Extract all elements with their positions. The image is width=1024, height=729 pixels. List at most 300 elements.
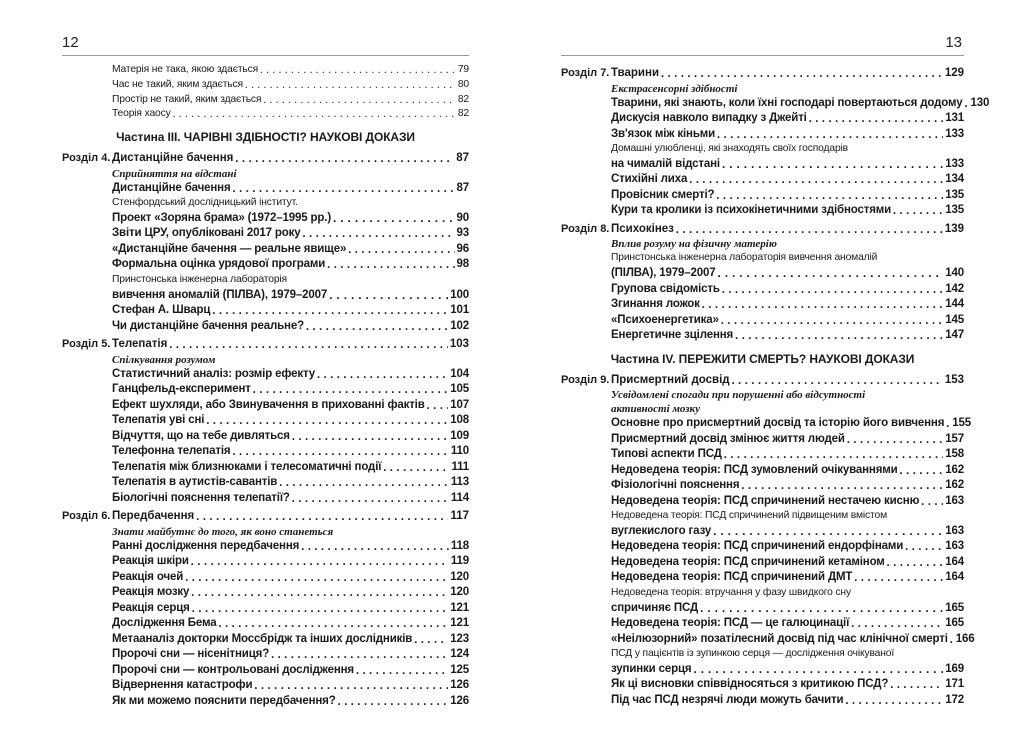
toc-entry (62, 78, 469, 93)
dot-leader (196, 509, 448, 525)
toc-entry (561, 447, 964, 463)
dot-leader (383, 460, 449, 476)
entry-page: 123 (450, 632, 469, 645)
toc-entry (62, 601, 469, 617)
toc-entry (62, 632, 469, 648)
entry-title: Недоведена теорія: ПСД — це галюцинації (611, 617, 850, 630)
dot-leader (893, 203, 943, 219)
entry-page: 124 (450, 648, 469, 661)
entry-page: 164 (945, 571, 964, 584)
toc-entry (561, 539, 964, 555)
entry-page: 121 (450, 617, 469, 630)
dot-leader (905, 539, 943, 555)
entry-page: 107 (450, 398, 469, 411)
chapter-page: 117 (450, 510, 469, 523)
entry-title: Реакція серця (112, 601, 190, 614)
toc-entry (62, 413, 469, 429)
entry-page: 100 (450, 288, 469, 301)
toc-right (561, 63, 990, 708)
entry-title-line: Домашні улюбленці, які знаходять своїх господарів (611, 143, 849, 154)
entry-title: Час не такий, яким здається (112, 78, 243, 90)
entry-page: 121 (450, 601, 469, 614)
chapter-number: Розділ 5. (62, 338, 111, 351)
dot-leader (700, 601, 943, 617)
toc-entry (62, 585, 469, 601)
dot-leader (414, 632, 448, 648)
toc-entry (62, 616, 469, 632)
dot-leader (245, 78, 456, 93)
chapter-heading (561, 373, 964, 389)
entry-last-line (611, 601, 964, 617)
chapter-heading (62, 509, 469, 525)
dot-leader (292, 491, 449, 507)
dot-leader (254, 678, 448, 694)
dot-leader (741, 478, 943, 494)
toc-entry (62, 647, 469, 663)
toc-entry (561, 570, 964, 586)
dot-leader (271, 647, 448, 663)
dot-leader (964, 96, 968, 112)
dot-leader (427, 398, 449, 414)
dot-leader (847, 432, 943, 448)
chapter-heading (561, 222, 964, 238)
toc-entry (561, 416, 972, 432)
toc-entry (561, 328, 964, 344)
dot-leader (946, 416, 950, 432)
toc-entry (561, 693, 964, 709)
dot-leader (676, 222, 943, 238)
entry-last-line (611, 266, 964, 282)
chapter-subtitle: Сприйняття на відстані (112, 167, 237, 180)
dot-leader (845, 693, 943, 709)
entry-title: Фізіологічні пояснення (611, 479, 740, 492)
part-heading: Частина IV. ПЕРЕЖИТИ СМЕРТЬ? НАУКОВІ ДОКАЗИ (610, 351, 915, 366)
entry-title: Дистанційне бачення (112, 181, 231, 194)
entry-page: 163 (945, 540, 964, 553)
toc-entry (561, 282, 964, 298)
entry-title: Ганцфельд-експеримент (112, 383, 251, 396)
entry-title: Матерія не така, якою здається (112, 64, 259, 75)
entry-title-line: Стенфордський дослідницький інститут. (112, 197, 298, 209)
entry-page: 82 (457, 93, 469, 105)
entry-title: Недоведена теорія: ПСД спричинений кетаміном (611, 555, 885, 568)
entry-page: 90 (456, 211, 469, 224)
entry-page: 144 (945, 298, 964, 311)
chapter-number: Розділ 7. (561, 67, 610, 79)
entry-title: Стихійні лиха (611, 173, 688, 186)
entry-page: 108 (450, 414, 469, 427)
toc-entry (561, 478, 964, 494)
page-number: 13 (945, 34, 962, 51)
toc-entry (561, 96, 990, 112)
dot-leader (301, 539, 449, 555)
chapter-page: 139 (944, 222, 964, 235)
chapter-title: Дистанційне бачення (112, 152, 234, 165)
entry-page: 135 (945, 204, 964, 217)
dot-leader (689, 172, 943, 188)
toc-entry (561, 586, 964, 616)
part-heading: Частина III. ЧАРІВНІ ЗДІБНОСТІ? НАУКОВІ ДОКАЗИ (116, 130, 415, 145)
chapter-heading (561, 66, 964, 82)
dot-leader (900, 463, 944, 479)
entry-page: 96 (456, 242, 469, 255)
dot-leader (854, 570, 943, 586)
entry-title: Телепатія між близнюками і телесоматичні події (112, 460, 382, 473)
entry-title: Реакція очей (112, 570, 184, 583)
entry-last-line (611, 524, 964, 540)
entry-page: 80 (457, 78, 469, 90)
chapter-block (561, 66, 990, 219)
chapter-page: 129 (944, 67, 964, 79)
toc-entry (62, 491, 469, 507)
entry-title: Пророчі сни — нісенітниця? (112, 648, 270, 661)
entry-title: Недоведена теорія: ПСД спричинений нестачею кисню (611, 494, 920, 507)
toc-entry (561, 632, 975, 648)
entry-title: Ранні дослідження передбачення (112, 539, 300, 552)
dot-leader (735, 328, 943, 344)
header-rule (62, 55, 469, 56)
toc-entry (62, 475, 469, 491)
entry-page: 162 (945, 463, 964, 476)
entry-page: 162 (945, 479, 964, 492)
chapter-block (62, 509, 469, 709)
chapter-heading (62, 151, 469, 167)
dot-leader (732, 373, 943, 389)
entry-title: «Неілюзорний» позатілесний досвід під час клінічної смерті (611, 632, 948, 645)
toc-entry (62, 539, 469, 555)
dot-leader (260, 63, 456, 78)
entry-title-line: на чималій відстані (611, 157, 720, 170)
entry-page: 79 (457, 64, 469, 75)
dot-leader (303, 226, 455, 242)
dot-leader (722, 282, 943, 298)
toc-entry (561, 313, 964, 329)
entry-page: 165 (945, 617, 964, 630)
entry-page: 125 (450, 663, 469, 676)
chapter-title: Телепатія (112, 338, 168, 351)
toc-entry (62, 367, 469, 383)
entry-title: Дослідження Бема (112, 617, 217, 630)
toc-entry (561, 111, 964, 127)
header-rule (561, 55, 964, 56)
dot-leader (717, 127, 943, 143)
toc-left (62, 63, 469, 709)
entry-page: 82 (457, 108, 469, 120)
dot-leader (232, 444, 448, 460)
dot-leader (717, 266, 943, 282)
chapter-page: 87 (456, 152, 469, 165)
entry-page: 163 (945, 494, 964, 507)
entry-page: 109 (450, 429, 469, 442)
entry-page: 171 (945, 678, 964, 691)
toc-entry (62, 257, 469, 273)
toc-entry (561, 494, 964, 510)
toc-entry (62, 273, 469, 303)
entry-title: «Дистанційне бачення — реальне явище» (112, 242, 347, 255)
entry-title: Недоведена теорія: ПСД зумовлений очікуваннями (611, 463, 898, 476)
chapter-subtitle: Вплив розуму на фізичну матерію (611, 238, 777, 251)
dot-leader (713, 524, 943, 540)
entry-title: Відчуття, що на тебе дивляться (112, 429, 290, 442)
dot-leader (356, 663, 448, 679)
entry-page: 87 (456, 181, 469, 194)
dot-leader (809, 111, 944, 127)
dot-leader (851, 616, 943, 632)
entry-page: 101 (450, 304, 469, 317)
entry-page: 169 (945, 662, 964, 675)
dot-leader (306, 319, 448, 335)
dot-leader (693, 662, 943, 678)
entry-title: Ефект шухляди, або Звинувачення в прихованні фактів (112, 398, 425, 411)
chapter-title: Передбачення (112, 510, 195, 523)
dot-leader (721, 313, 943, 329)
dot-leader (716, 188, 943, 204)
entry-page: 131 (945, 112, 964, 124)
entry-page: 120 (450, 586, 469, 599)
toc-entry (561, 188, 964, 204)
chapter-page: 153 (944, 373, 964, 386)
entry-page: 163 (945, 524, 964, 537)
right-page (512, 0, 1024, 729)
entry-title: Біологічні пояснення телепатії? (112, 491, 290, 504)
entry-last-line (611, 662, 964, 678)
entry-page: 118 (450, 539, 469, 552)
entry-title: Недоведена теорія: ПСД спричинений ендорфінами (611, 540, 904, 553)
entry-title: Чи дистанційне бачення реальне? (112, 319, 304, 332)
entry-page: 142 (945, 282, 964, 295)
dot-leader (722, 157, 943, 173)
dot-leader (218, 616, 448, 632)
entry-title: «Психоенергетика» (611, 313, 719, 326)
toc-entry (62, 93, 469, 108)
toc-entry (561, 647, 964, 677)
entry-title: Телепатія в аутистів-савантів (112, 476, 278, 489)
toc-entry (561, 297, 964, 313)
chapter-block (561, 373, 975, 709)
entry-last-line (112, 211, 469, 227)
entry-title: Основне про присмертний досвід та історію його вивчення (611, 417, 945, 430)
entry-title: Згинання ложок (611, 298, 700, 311)
entry-title: Дискусія навколо випадку з Джейті (611, 112, 807, 124)
entry-title: Простір не такий, яким здається (112, 93, 262, 105)
entry-page: 130 (970, 96, 990, 109)
entry-page: 140 (945, 267, 964, 280)
entry-page: 134 (945, 173, 964, 186)
chapter-block (62, 337, 469, 506)
toc-entry (62, 694, 469, 710)
entry-title: Реакція мозку (112, 586, 190, 599)
entry-title: Під час ПСД незрячі люди можуть бачити (611, 693, 844, 706)
chapter-title: Присмертний досвід (611, 373, 730, 386)
chapter-heading (62, 337, 469, 353)
toc-entry (561, 509, 964, 539)
chapter-number: Розділ 8. (561, 222, 610, 235)
dot-leader (890, 677, 943, 693)
toc-entry (561, 616, 964, 632)
toc-entry (62, 382, 469, 398)
entry-page: 98 (456, 258, 469, 271)
chapter-subtitle: Спілкування розумом (112, 353, 216, 366)
entry-title: Тварини, які знають, коли їхні господарі повертаються додому (611, 96, 963, 109)
chapter-subtitle: Екстрасенсорні здібності (611, 82, 738, 95)
toc-entry (62, 570, 469, 586)
dot-leader (702, 297, 943, 313)
entry-page: 105 (450, 383, 469, 396)
entry-page: 147 (945, 329, 964, 342)
entry-title: Телепатія уві сні (112, 414, 205, 427)
dot-leader (253, 382, 448, 398)
dot-leader (279, 475, 449, 491)
entry-title: Присмертний досвід змінює життя людей (611, 432, 845, 445)
entry-page: 111 (451, 460, 469, 473)
entry-page: 119 (450, 555, 469, 568)
entry-title: Стефан А. Шварц (112, 304, 211, 317)
entry-page: 158 (945, 448, 964, 461)
toc-entry (561, 463, 964, 479)
dot-leader (333, 211, 454, 227)
entry-page: 133 (945, 157, 964, 170)
entry-title: Статистичний аналіз: розмір ефекту (112, 367, 315, 380)
dot-leader (724, 447, 943, 463)
entry-title-line: зупинки серця (611, 662, 692, 675)
dot-leader (185, 570, 448, 586)
entry-title: Недоведена теорія: ПСД спричинений ДМТ (611, 571, 853, 584)
entry-title: Типові аспекти ПСД (611, 448, 722, 461)
entry-title: Кури та кролики із психокінетичними здібностями (611, 204, 892, 217)
dot-leader (887, 555, 944, 571)
dot-leader (263, 93, 456, 108)
entry-page: 133 (945, 127, 964, 140)
entry-page: 114 (450, 491, 469, 504)
chapter-number: Розділ 4. (62, 152, 111, 165)
toc-entry (561, 127, 964, 143)
dot-leader (950, 632, 954, 648)
dot-leader (233, 181, 455, 197)
entry-page: 157 (945, 432, 964, 445)
entry-page: 155 (952, 417, 972, 430)
entry-title: Відвернення катастрофи (112, 679, 253, 692)
toc-entry (62, 226, 469, 242)
toc-entry (62, 319, 469, 335)
chapter-subtitle: Знати майбутнє до того, як воно станеться (112, 525, 334, 538)
dot-leader (191, 585, 448, 601)
toc-entry (62, 678, 469, 694)
toc-entry (62, 460, 469, 476)
entry-title-line: Принстонська інженерна лабораторія (112, 273, 287, 285)
dot-leader (921, 494, 943, 510)
chapter-block (561, 222, 964, 344)
entry-title: Теорія хаосу (112, 108, 171, 120)
entry-last-line (611, 157, 964, 173)
chapter-page: 103 (449, 338, 469, 351)
entry-title: Як ці висновки співвідносяться з критикою ПСД? (611, 678, 889, 691)
entry-title-line: вивчення аномалій (ПІЛВА), 1979–2007 (112, 288, 328, 301)
toc-entry (62, 444, 469, 460)
dot-leader (661, 66, 943, 82)
entry-last-line (112, 288, 469, 304)
entry-page: 120 (450, 570, 469, 583)
toc-entry (62, 63, 469, 78)
entry-page: 113 (450, 476, 469, 489)
entry-title: Енергетичне зцілення (611, 329, 734, 342)
dot-leader (192, 601, 449, 617)
toc-entry (62, 554, 469, 570)
entry-title-line: спричиняє ПСД (611, 601, 699, 614)
entry-page: 166 (955, 632, 975, 645)
entry-title: Телефонна телепатія (112, 445, 231, 458)
entry-title-line: Принстонська інженерна лабораторія вивчення аномалій (611, 252, 878, 264)
entry-page: 93 (456, 227, 469, 240)
entry-title-line: Недоведена теорія: ПСД спричинений підвищеним вмістом (611, 510, 888, 522)
toc-entry (561, 251, 964, 281)
entry-title: Метааналіз докторки Моссбрідж та інших дослідників (112, 632, 413, 645)
dot-leader (169, 337, 448, 353)
toc-entry (561, 172, 964, 188)
dot-leader (317, 367, 448, 383)
dot-leader (292, 429, 448, 445)
dot-leader (348, 242, 454, 258)
chapter-subtitle: Усвідомлені спогади при порушенні або відсутності (611, 389, 866, 402)
entry-page: 135 (945, 188, 964, 201)
entry-page: 126 (450, 679, 469, 692)
toc-entry (62, 181, 469, 197)
dot-leader (338, 694, 449, 710)
toc-entry (62, 303, 469, 319)
toc-entry (561, 555, 964, 571)
dot-leader (235, 151, 454, 167)
entry-title: Реакція шкіри (112, 555, 189, 568)
page-number: 12 (62, 34, 79, 51)
toc-entry (561, 432, 964, 448)
dot-leader (212, 303, 448, 319)
toc-entry (62, 196, 469, 226)
entry-title-line: Проект «Зоряна брама» (1972–1995 рр.) (112, 211, 332, 224)
dot-leader (327, 257, 454, 273)
chapter-number: Розділ 9. (561, 373, 610, 386)
entry-page: 126 (450, 694, 469, 707)
toc-entry (62, 107, 469, 122)
entry-page: 104 (450, 367, 469, 380)
chapter-title: Тварини (611, 67, 660, 79)
entry-title-line: вуглекислого газу (611, 524, 712, 537)
chapter-number: Розділ 6. (62, 510, 111, 523)
entry-title: Групова свідомість (611, 282, 720, 295)
entry-title: Зв'язок між кіньми (611, 127, 716, 140)
entry-page: 172 (945, 693, 964, 706)
entry-page: 164 (945, 555, 964, 568)
entry-title-line: ПСД у пацієнтів із зупинкою серця — дослідження очікуваної (611, 648, 895, 660)
chapter-subtitle: активності мозку (611, 403, 701, 416)
dot-leader (173, 107, 456, 122)
entry-title: Формальна оцінка урядової програми (112, 258, 326, 271)
toc-entry (62, 242, 469, 258)
entry-page: 102 (450, 319, 469, 332)
dot-leader (191, 554, 449, 570)
entry-title: Провісник смерті? (611, 188, 715, 201)
entry-title-line: (ПІЛВА), 1979–2007 (611, 267, 716, 280)
entry-title-line: Недоведена теорія: втручання у фазу швидкого сну (611, 586, 851, 598)
chapter-block (62, 151, 469, 334)
toc-entry (561, 677, 964, 693)
toc-entry (62, 398, 469, 414)
chapter-title: Психокінез (611, 222, 674, 235)
entry-page: 165 (945, 601, 964, 614)
entry-title: Звіти ЦРУ, опубліковані 2017 року (112, 227, 301, 240)
entry-title: Пророчі сни — контрольовані дослідження (112, 663, 354, 676)
toc-entry (561, 142, 964, 172)
entry-title: Як ми можемо пояснити передбачення? (112, 694, 336, 707)
entry-page: 110 (450, 445, 469, 458)
